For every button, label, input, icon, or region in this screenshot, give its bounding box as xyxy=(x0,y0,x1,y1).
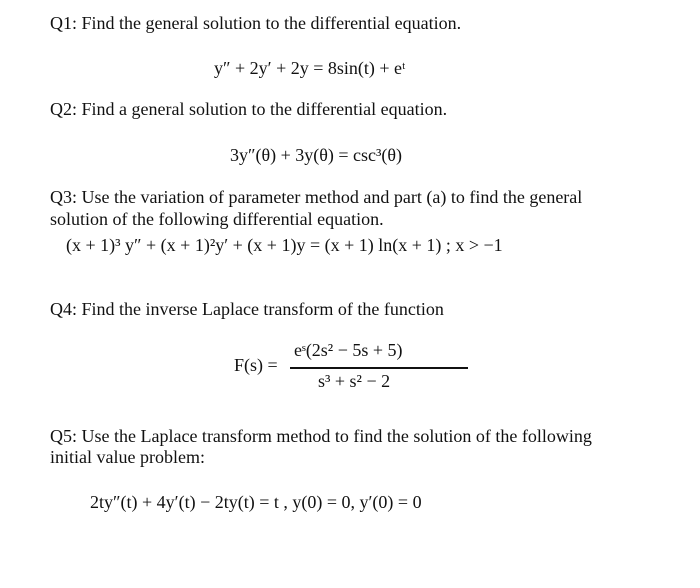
q1-text: Q1: Find the general solution to the differential equation. xyxy=(50,13,462,33)
q5-text-line1: Q5: Use the Laplace transform method to find the solution of the following xyxy=(50,426,592,446)
q3-text-line2: solution of the following differential equation. xyxy=(50,209,384,229)
q3-equation: (x + 1)³ y″ + (x + 1)²y′ + (x + 1)y = (x + 1) ln(x + 1) ; x > −1 xyxy=(66,235,503,255)
q4-numerator: eˢ(2s² − 5s + 5) xyxy=(294,340,403,360)
q4-equation xyxy=(234,340,474,396)
q1-equation: y″ + 2y′ + 2y = 8sin(t) + eᵗ xyxy=(214,58,406,78)
fraction-bar xyxy=(290,367,468,369)
q3-text-line1: Q3: Use the variation of parameter method and part (a) to find the general xyxy=(50,187,583,207)
q5-equation: 2ty″(t) + 4y′(t) − 2ty(t) = t , y(0) = 0, y′(0) = 0 xyxy=(90,492,422,512)
q4-denominator: s³ + s² − 2 xyxy=(318,371,391,391)
q2-equation: 3y″(θ) + 3y(θ) = csc³(θ) xyxy=(230,145,403,165)
q4-text: Q4: Find the inverse Laplace transform of the function xyxy=(50,299,444,319)
q2-text: Q2: Find a general solution to the differential equation. xyxy=(50,99,448,119)
q5-text-line2: initial value problem: xyxy=(50,447,205,467)
q4-lhs: F(s) = xyxy=(234,355,278,375)
